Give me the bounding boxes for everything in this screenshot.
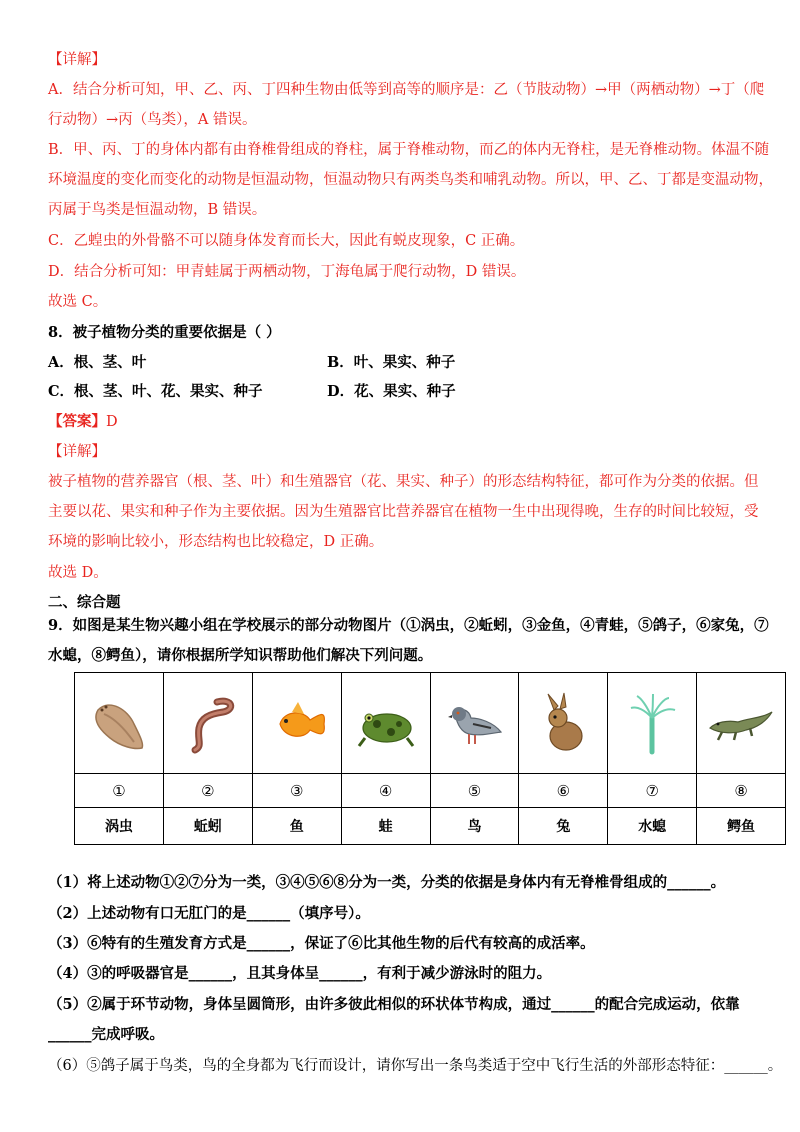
q8-explain-line2: 主要以花、果实和种子作为主要依据。因为生殖器官比营养器官在植物一生中出现得晚，生存的时间比较短，受: [48, 504, 759, 520]
q9-part3: （3）⑥特有的生殖发育方式是______，保证了⑥比其他生物的后代有较高的成活率。: [48, 935, 595, 952]
explain-header: 【详解】: [48, 52, 106, 68]
table-cell: [430, 673, 519, 774]
animal-table: [74, 672, 786, 845]
goldfish-icon: [262, 688, 332, 758]
table-cell: [697, 673, 786, 774]
table-row-names: [75, 808, 786, 845]
table-cell: 涡虫: [75, 808, 164, 845]
table-cell: ⑦: [608, 774, 697, 808]
hydra-icon: [617, 688, 687, 758]
rabbit-icon: [528, 688, 598, 758]
q8-answer: [48, 412, 758, 432]
section-title: 二、综合题: [48, 594, 121, 611]
explain-b-line2: 环境温度的变化而变化的动物是恒温动物，恒温动物只有两类鸟类和哺乳动物。所以，甲、乙、丁都是变温动物，: [48, 172, 773, 188]
table-cell: ⑥: [519, 774, 608, 808]
explain-b-line1: B．甲、丙、丁的身体内都有由脊椎骨组成的脊柱，属于脊椎动物，而乙的体内无脊柱，是无脊椎动物。体温不随: [48, 142, 770, 158]
answer-label: 【答案】: [48, 413, 106, 430]
table-cell: ①: [75, 774, 164, 808]
table-cell: 蛙: [341, 808, 430, 845]
table-cell: [252, 673, 341, 774]
table-cell: [163, 673, 252, 774]
q8-option-c: C．根、茎、叶、花、果实、种子: [48, 383, 263, 400]
frog-icon: [351, 688, 421, 758]
table-cell: [75, 673, 164, 774]
table-cell: 兔: [519, 808, 608, 845]
table-row-pictures: [75, 673, 786, 774]
table-cell: 水螅: [608, 808, 697, 845]
q9-part5-line2: ______完成呼吸。: [48, 1026, 164, 1043]
q8-stem: 8．被子植物分类的重要依据是（ ）: [48, 324, 281, 341]
table-cell: [608, 673, 697, 774]
q8-choice: 故选 D。: [48, 565, 108, 581]
q8-option-a: A．根、茎、叶: [48, 354, 147, 371]
q9-part6: （6）⑤鸽子属于鸟类，鸟的全身都为飞行而设计，请你写出一条鸟类适于空中飞行生活的外部形态特征：______。: [48, 1058, 783, 1074]
q9-part1: （1）将上述动物①②⑦分为一类，③④⑤⑥⑧分为一类，分类的依据是身体内有无脊椎骨组成的______。: [48, 874, 726, 891]
table-cell: 鱼: [252, 808, 341, 845]
table-row-numbers: [75, 774, 786, 808]
q9-stem-line2: 水螅，⑧鳄鱼），请你根据所学知识帮助他们解决下列问题。: [48, 647, 433, 664]
q8-explain-line3: 环境的影响比较小，形态结构也比较稳定，D 正确。: [48, 534, 384, 550]
explain-b-line3: 丙属于鸟类是恒温动物，B 错误。: [48, 202, 267, 218]
table-cell: 鸟: [430, 808, 519, 845]
crocodile-icon: [706, 688, 776, 758]
q9-part4: （4）③的呼吸器官是______，且其身体呈______，有利于减少游泳时的阻力。: [48, 965, 552, 982]
table-cell: ③: [252, 774, 341, 808]
q8-explain-line1: 被子植物的营养器官（根、茎、叶）和生殖器官（花、果实、种子）的形态结构特征，都可作为分类的依据。但: [48, 474, 759, 490]
table-cell: [341, 673, 430, 774]
explain-a-line1: A．结合分析可知，甲、乙、丙、丁四种生物由低等到高等的顺序是：乙（节肢动物）→甲（两栖动物）→丁（爬: [48, 82, 765, 98]
answer-value: D: [106, 414, 118, 430]
explain-c-line: C．乙蝗虫的外骨骼不可以随身体发育而长大，因此有蜕皮现象，C 正确。: [48, 233, 525, 249]
pigeon-icon: [439, 688, 509, 758]
q8-option-d: D．花、果实、种子: [327, 383, 456, 400]
table-cell: ④: [341, 774, 430, 808]
q8-explain-header: 【详解】: [48, 444, 106, 460]
explain-choice: 故选 C。: [48, 294, 108, 310]
flatworm-icon: [84, 688, 154, 758]
explain-d-line: D．结合分析可知：甲青蛙属于两栖动物，丁海龟属于爬行动物，D 错误。: [48, 264, 526, 280]
earthworm-icon: [173, 688, 243, 758]
table-cell: 蚯蚓: [163, 808, 252, 845]
table-cell: ⑧: [697, 774, 786, 808]
q8-option-b: B．叶、果实、种子: [327, 354, 456, 371]
table-cell: ②: [163, 774, 252, 808]
table-cell: 鳄鱼: [697, 808, 786, 845]
q9-stem-line1: 9．如图是某生物兴趣小组在学校展示的部分动物图片（①涡虫，②蚯蚓，③金鱼，④青蛙，⑤鸽子，⑥家兔，⑦: [48, 617, 769, 634]
table-cell: ⑤: [430, 774, 519, 808]
q9-part2: （2）上述动物有口无肛门的是______（填序号）。: [48, 905, 370, 922]
q9-part5-line1: （5）②属于环节动物，身体呈圆筒形，由许多彼此相似的环状体节构成，通过______的配合完成运动，依靠: [48, 996, 740, 1013]
table-cell: [519, 673, 608, 774]
explain-a-line2: 行动物）→丙（鸟类），A 错误。: [48, 112, 257, 128]
